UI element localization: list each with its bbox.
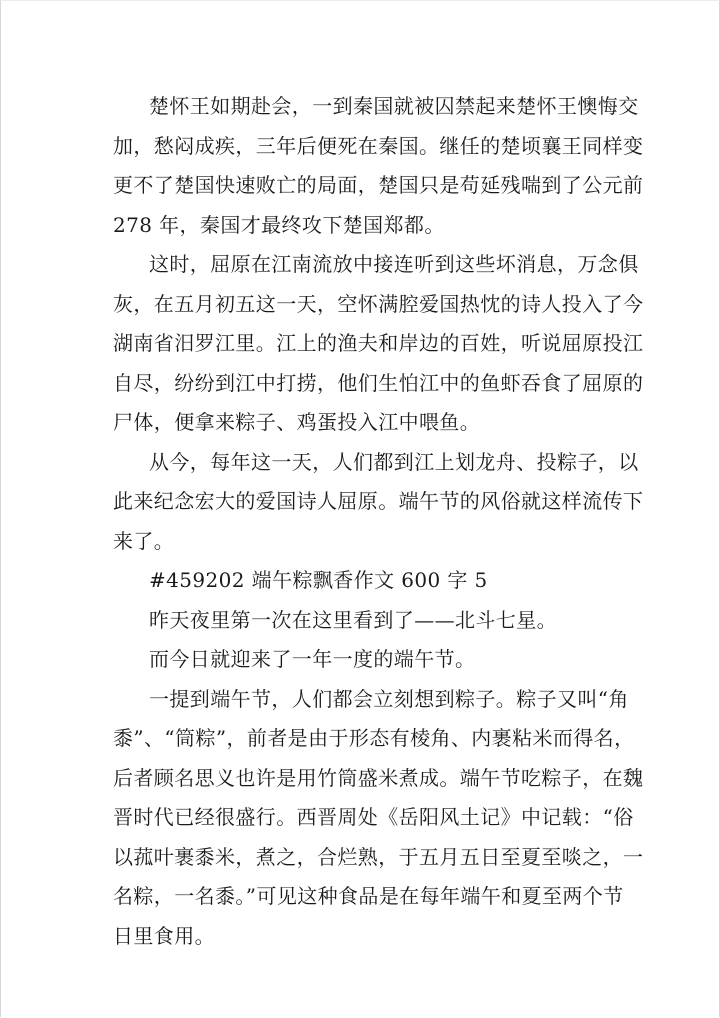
paragraph	[113, 443, 644, 562]
text-line: 湖南省汨罗江里。江上的渔夫和岸边的百姓，听说屈原投江	[113, 331, 644, 355]
text-line: 此来纪念宏大的爱国诗人屈原。端午节的风俗就这样流传下	[113, 489, 644, 513]
text-line: 这时，屈原在江南流放中接连听到这些坏消息，万念俱	[149, 252, 639, 276]
text-line: 以菰叶裹黍米，煮之，合烂熟，于五月五日至夏至啖之，一	[113, 844, 644, 869]
paragraph	[113, 245, 644, 443]
text-line: 黍”、“筒粽”，前者是由于形态有棱角、内裹粘米而得名，	[113, 726, 635, 750]
paragraph	[113, 601, 621, 641]
paragraph	[113, 87, 644, 245]
paragraph	[113, 680, 644, 957]
text-line: 后者顾名思义也许是用竹筒盛米煮成。端午节吃粽子，在魏	[113, 765, 644, 790]
text-line: 一提到端午节，人们都会立刻想到粽子。粽子又叫“角	[149, 686, 629, 711]
text-line: 而今日就迎来了一年一度的端午节。	[149, 647, 476, 671]
text-line: 更不了楚国快速败亡的局面，楚国只是苟延残喘到了公元前	[113, 173, 644, 197]
section-heading	[113, 561, 621, 601]
text-line: 日里食用。	[113, 923, 215, 948]
text-line: 来了。	[113, 528, 175, 553]
text-line: 278 年，秦国才最终攻下楚国郑都。	[113, 212, 445, 237]
text-line: 加，愁闷成疾，三年后便死在秦国。继任的楚顷襄王同样变	[113, 133, 644, 158]
text-line: 尸体，便拿来粽子、鸡蛋投入江中喂鱼。	[113, 410, 481, 434]
text-line: 从今，每年这一天，人们都到江上划龙舟、投粽子，以	[149, 449, 639, 474]
document-body	[113, 87, 644, 956]
text-line: 昨天夜里第一次在这里看到了——北斗七星。	[149, 607, 557, 632]
text-line: 灰，在五月初五这一天，空怀满腔爱国热忱的诗人投入了今	[113, 291, 644, 316]
text-line: #459202 端午粽飘香作文 600 字 5	[149, 568, 488, 592]
text-line: 楚怀王如期赴会，一到秦国就被囚禁起来楚怀王懊悔交	[149, 94, 639, 118]
text-line: 自尽，纷纷到江中打捞，他们生怕江中的鱼虾吞食了屈原的	[113, 370, 644, 395]
text-line: 晋时代已经很盛行。西晋周处《岳阳风土记》中记载：“俗	[113, 805, 634, 829]
paragraph	[113, 640, 621, 680]
text-line: 名粽，一名黍。”可见这种食品是在每年端午和夏至两个节	[113, 884, 624, 908]
